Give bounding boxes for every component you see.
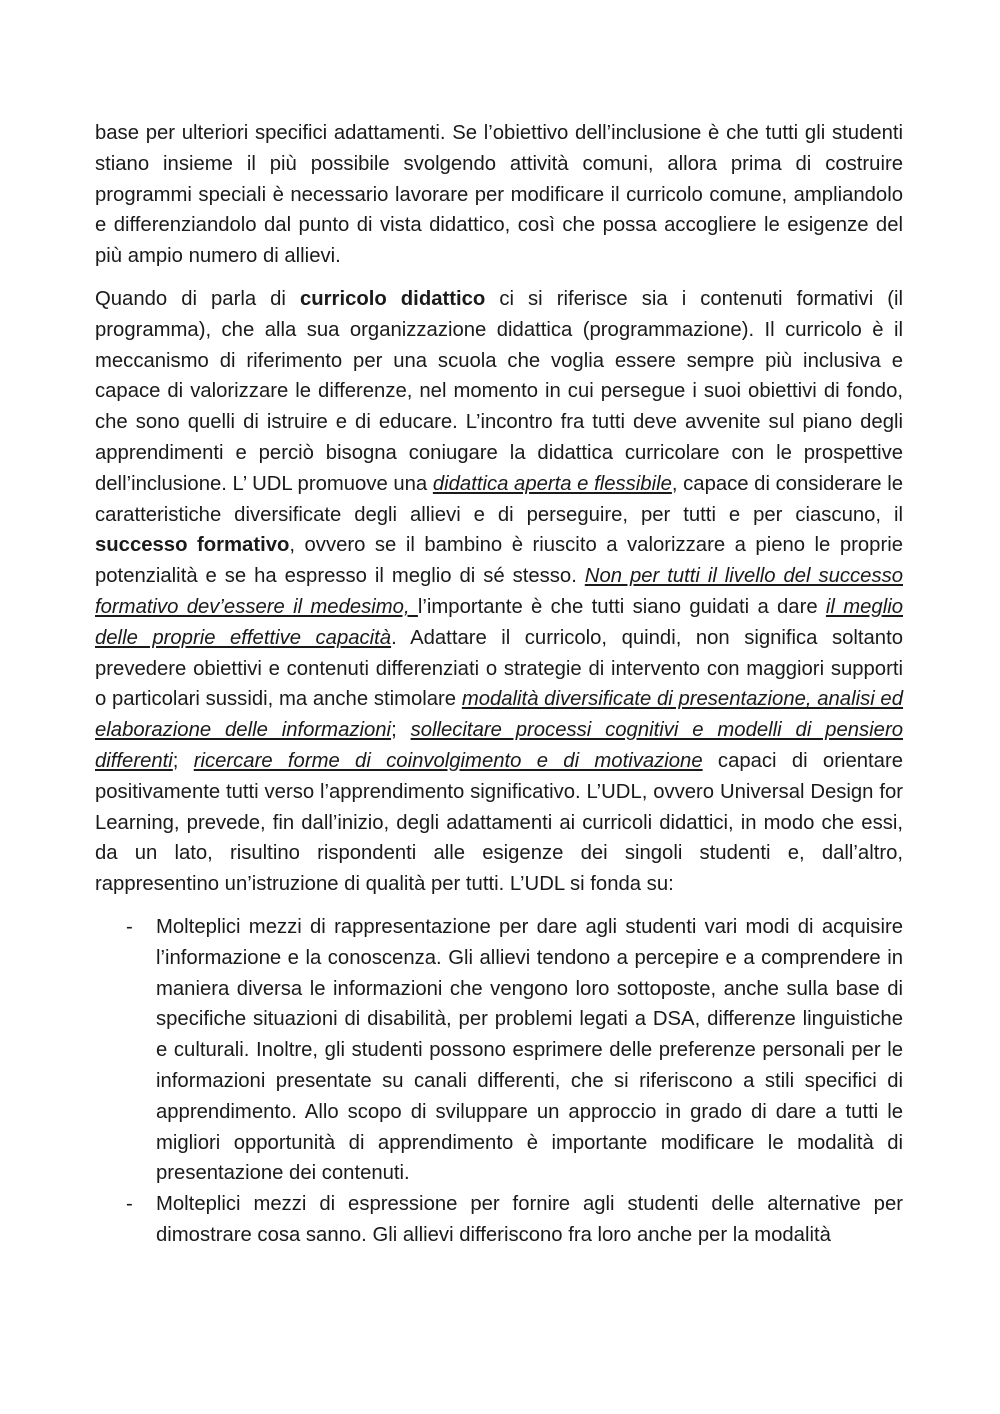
paragraph-curricolo <box>95 284 903 900</box>
text-run: l’importante è che tutti siano guidati a dare <box>417 595 826 618</box>
text-run: ci si riferisce sia i contenuti formativi (il programma), che alla sua organizzazione didattica (programmazione). Il curricolo è il meccanismo di riferimento per una scuola che voglia essere sempre più inclusiva e capace di valorizzare le differenze, nel momento in cui persegue i suoi obiettivi di fondo, che sono quelli di istruire e di educare. L’incontro fra tutti deve avvenite sul piano degli apprendimenti e perciò bisogna coniugare la didattica curricolare con le prospettive dell’inclusione. L’ UDL promuove una <box>95 287 904 495</box>
list-item-text: Molteplici mezzi di rappresentazione per dare agli studenti vari modi di acquisire l’informazione e la conoscenza. Gli allievi tendono a percepire e a comprendere in maniera diversa le informazioni che vengono loro sottoposte, anche sulla base di specifiche situazioni di disabilità, per problemi legati a DSA, differenze linguistiche e culturali. Inoltre, gli studenti possono esprimere delle preferenze personali per le informazioni presentate su canali differenti, che si riferiscono a stili specifici di apprendimento. Allo scopo di sviluppare un approccio in grado di dare a tutti le migliori opportunità di apprendimento è importante modificare le modalità di presentazione dei contenuti. <box>156 915 903 1185</box>
udl-principles-list <box>95 912 903 1251</box>
text-run: Quando di parla di <box>95 287 300 310</box>
list-item <box>95 1189 903 1251</box>
text-run: , capace di considerare le caratteristiche diversificate degli allievi e di perseguire, per tutti e per ciascuno, il <box>95 472 903 526</box>
document-page <box>95 118 903 1251</box>
emphasis-processi-cognitivi: sollecitare processi cognitivi e modelli di pensiero differenti <box>95 719 903 772</box>
emphasis-meglio-capacita: il meglio delle proprie effettive capacità <box>95 595 903 649</box>
text-run: capaci di orientare positivamente tutti verso l’apprendimento significativo. L’UDL, ovvero Universal Design for Learning, prevede, fin dall’inizio, degli adattamenti ai curricoli didattici, in modo che essi, da un lato, risultino rispondenti alle esigenze dei singoli studenti e, dall’altro, rappresentino un’istruzione di qualità per tutti. L’UDL si fonda su: <box>95 749 903 896</box>
list-item <box>95 912 903 1189</box>
list-item-text: Molteplici mezzi di espressione per fornire agli studenti delle alternative per dimostrare cosa sanno. Gli allievi differiscono fra loro anche per la modalità <box>156 1193 903 1246</box>
paragraph-intro: base per ulteriori specifici adattamenti. Se l’obiettivo dell’inclusione è che tutti gli studenti stiano insieme il più possibile svolgendo attività comuni, allora prima di costruire programmi speciali è necessario lavorare per modificare il curricolo comune, ampliandolo e differenziandolo dal punto di vista didattico, così che possa accogliere le esigenze del più ampio numero di allievi. <box>95 122 903 268</box>
emphasis-modalita-diversificate: modalità diversificate di presentazione, analisi ed elaborazione delle informazioni <box>95 688 903 742</box>
list-bullet: - <box>126 915 133 938</box>
emphasis-non-per-tutti: Non per tutti il livello del successo formativo dev’essere il medesimo, <box>95 565 903 618</box>
text-run: ; <box>391 719 411 742</box>
list-bullet: - <box>126 1193 133 1216</box>
text-run: , ovvero se il bambino è riuscito a valorizzare a pieno le proprie potenzialità e se ha espresso il meglio di sé stesso. <box>95 534 903 588</box>
bold-term-curricolo-didattico: curricolo didattico <box>299 287 486 310</box>
bold-term-successo-formativo: successo formativo <box>95 534 290 557</box>
text-run: . Adattare il curricolo, quindi, non significa soltanto prevedere obiettivi e contenuti differenziati o strategie di intervento con maggiori supporti o particolari sussidi, ma anche stimolare <box>95 626 904 711</box>
emphasis-coinvolgimento-motivazione: ricercare forme di coinvolgimento e di motivazione <box>193 749 703 772</box>
text-run: ; <box>172 749 194 772</box>
emphasis-didattica-aperta: didattica aperta e flessibile <box>432 472 672 495</box>
